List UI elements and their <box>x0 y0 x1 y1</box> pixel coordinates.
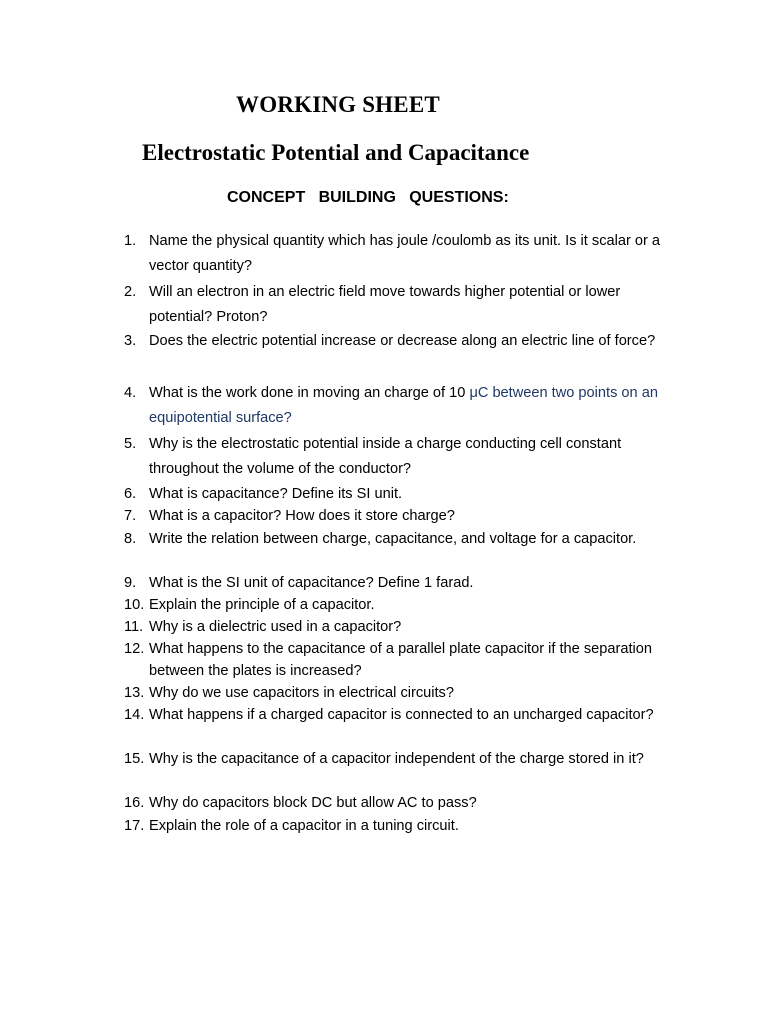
question-number: 11. <box>124 619 144 635</box>
question-item-8 <box>124 528 684 550</box>
question-number: 3. <box>124 333 137 349</box>
question-number: 2. <box>124 284 137 300</box>
question-item-13 <box>124 682 684 704</box>
question-text: What is capacitance? Define its SI unit. <box>149 486 403 502</box>
question-item-7 <box>124 505 684 527</box>
question-text: What happens to the capacitance of a parallel plate capacitor if the separation between the plates is increased? <box>149 641 652 679</box>
question-number: 17. <box>124 818 145 834</box>
question-number: 13. <box>124 685 145 701</box>
question-text: Write the relation between charge, capacitance, and voltage for a capacitor. <box>149 531 637 547</box>
question-text: Will an electron in an electric field move towards higher potential or lower potential? Proton? <box>149 284 621 325</box>
question-text <box>149 381 684 431</box>
question-text: Why is the electrostatic potential inside a charge conducting cell constant throughout the volume of the conductor? <box>149 436 622 477</box>
question-number: 6. <box>124 486 137 502</box>
question-text: Name the physical quantity which has joule /coulomb as its unit. Is it scalar or a vector quantity? <box>149 233 661 274</box>
question-text: Explain the role of a capacitor in a tuning circuit. <box>149 818 459 834</box>
question-item-12 <box>124 638 684 682</box>
question-item-16 <box>124 792 684 814</box>
question-item-10 <box>124 594 684 616</box>
question-number: 16. <box>124 795 145 811</box>
question-text-highlight: μC between two points on an equipotential surface? <box>149 385 658 426</box>
question-item-14 <box>124 704 684 726</box>
question-number: 12. <box>124 641 145 657</box>
question-item-2 <box>124 280 684 330</box>
question-text: Does the electric potential increase or decrease along an electric line of force? <box>149 333 656 349</box>
question-number: 14. <box>124 707 145 723</box>
question-text: What happens if a charged capacitor is connected to an uncharged capacitor? <box>149 707 654 723</box>
question-text: What is a capacitor? How does it store charge? <box>149 508 455 524</box>
worksheet-title: WORKING SHEET <box>236 92 440 117</box>
question-item-6 <box>124 483 684 505</box>
question-item-5 <box>124 432 684 482</box>
question-text: Why do capacitors block DC but allow AC to pass? <box>149 795 477 811</box>
question-text: Why is a dielectric used in a capacitor? <box>149 619 402 635</box>
question-number: 5. <box>124 436 137 452</box>
question-item-17 <box>124 815 684 837</box>
question-item-1 <box>124 229 684 279</box>
question-number: 1. <box>124 233 137 249</box>
question-text: What is the SI unit of capacitance? Define 1 farad. <box>149 575 474 591</box>
question-number: 7. <box>124 508 137 524</box>
question-text: Why is the capacitance of a capacitor independent of the charge stored in it? <box>149 751 644 767</box>
question-text: Explain the principle of a capacitor. <box>149 597 375 613</box>
question-item-15 <box>124 748 684 770</box>
question-number: 10. <box>124 597 145 613</box>
question-text: Why do we use capacitors in electrical circuits? <box>149 685 454 701</box>
question-number: 15. <box>124 751 145 767</box>
question-number: 8. <box>124 531 137 547</box>
question-number: 9. <box>124 575 137 591</box>
question-number: 4. <box>124 385 137 401</box>
worksheet-subtitle: Electrostatic Potential and Capacitance <box>142 140 530 165</box>
question-item-4 <box>124 381 684 431</box>
question-text-plain: What is the work done in moving an charge of 10 <box>149 385 470 401</box>
question-item-3 <box>124 329 684 354</box>
question-item-9 <box>124 572 684 594</box>
question-item-11 <box>124 616 684 638</box>
section-heading: CONCEPT BUILDING QUESTIONS: <box>227 189 509 206</box>
